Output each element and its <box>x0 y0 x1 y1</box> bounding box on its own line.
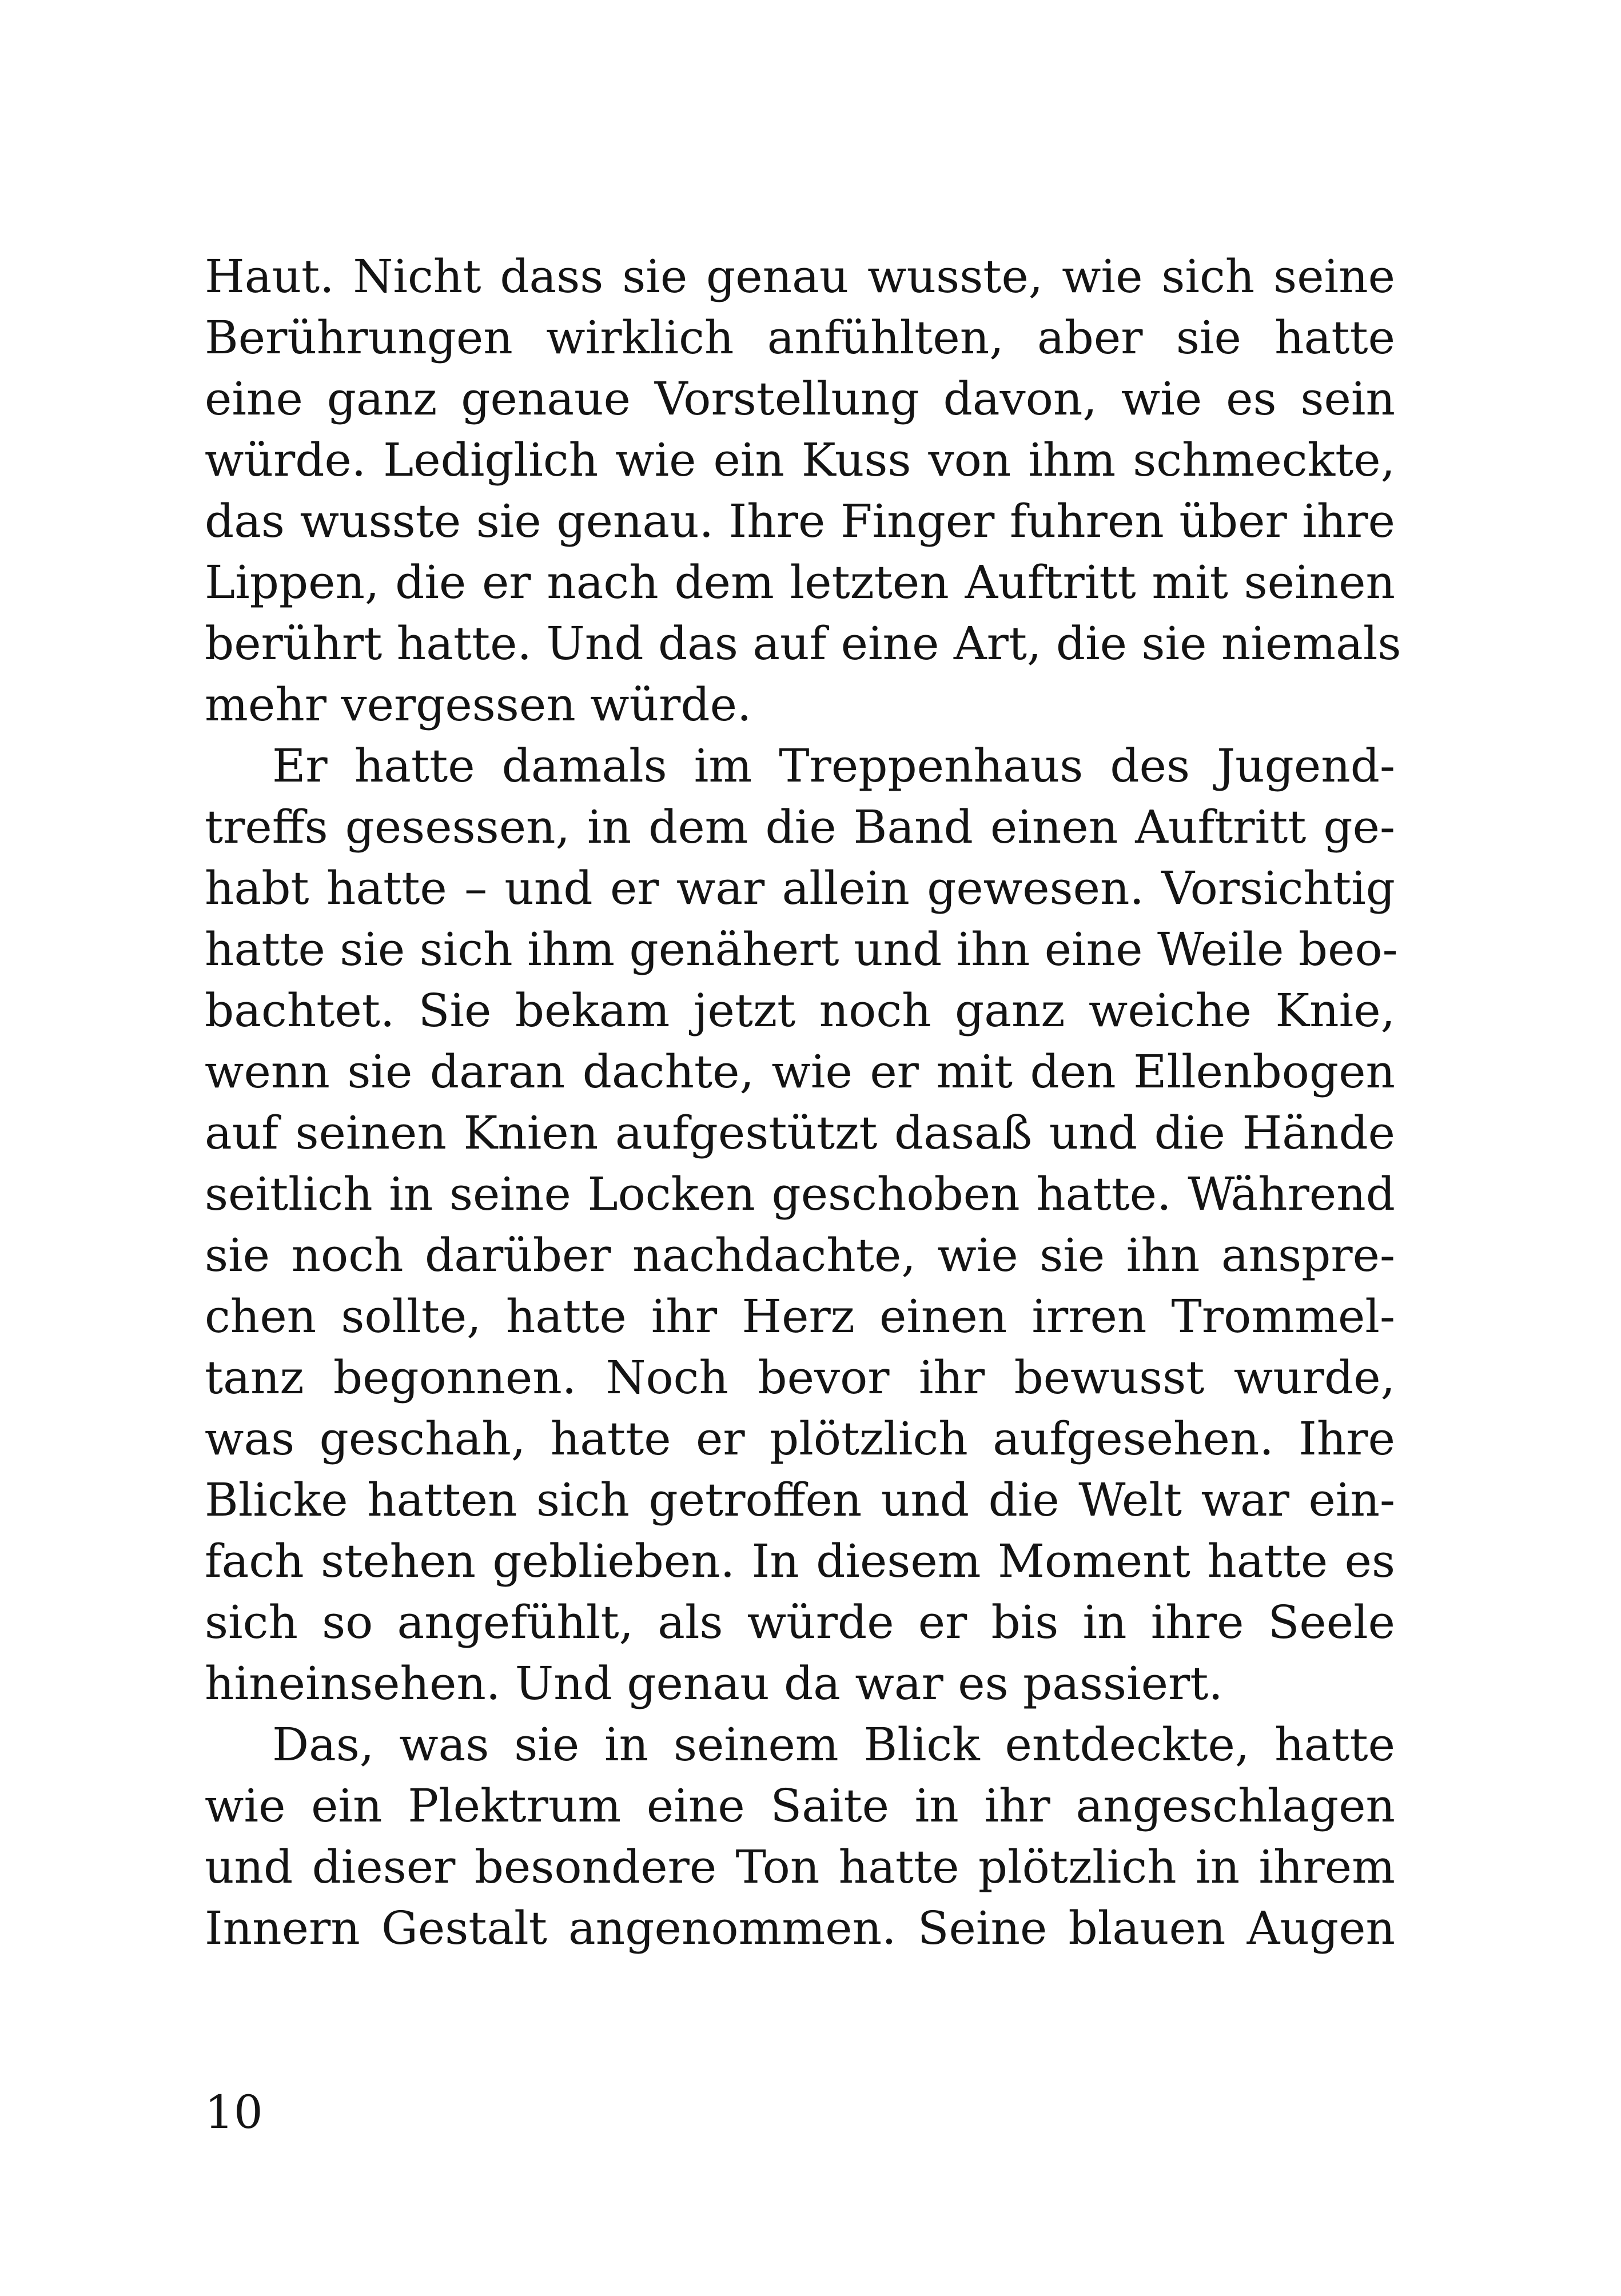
text-line: was geschah, hatte er plötzlich aufgesehen. Ihre <box>205 1412 1395 1465</box>
text-line: wie ein Plektrum eine Saite in ihr angeschlagen <box>205 1779 1395 1832</box>
text-line: Berührungen wirklich anfühlten, aber sie hatte <box>205 311 1395 364</box>
text-line: hatte sie sich ihm genähert und ihn eine Weile beo- <box>205 923 1398 976</box>
text-line: Haut. Nicht dass sie genau wusste, wie sich seine <box>205 250 1395 303</box>
text-line: auf seinen Knien aufgestützt dasaß und die Hände <box>205 1106 1395 1159</box>
text-line: tanz begonnen. Noch bevor ihr bewusst wurde, <box>205 1351 1395 1404</box>
text-line: sie noch darüber nachdachte, wie sie ihn anspre- <box>205 1229 1395 1282</box>
text-line: treffs gesessen, in dem die Band einen Auftritt ge- <box>205 800 1395 854</box>
text-line: Blicke hatten sich getroffen und die Welt war ein- <box>205 1473 1395 1526</box>
text-line: fach stehen geblieben. In diesem Moment hatte es <box>205 1534 1395 1588</box>
text-line: Das, was sie in seinem Blick entdeckte, hatte <box>272 1718 1395 1771</box>
text-line: würde. Lediglich wie ein Kuss von ihm schmeckte, <box>205 433 1395 487</box>
paragraph-1 <box>205 246 1401 735</box>
text-line: eine ganz genaue Vorstellung davon, wie es sein <box>205 372 1395 425</box>
text-line: berührt hatte. Und das auf eine Art, die sie niemals <box>205 617 1401 670</box>
page-number: 10 <box>205 2086 263 2139</box>
text-line: mehr vergessen würde. <box>205 678 752 731</box>
text-line: das wusste sie genau. Ihre Finger fuhren über ihre <box>205 495 1395 548</box>
text-line: bachtet. Sie bekam jetzt noch ganz weiche Knie, <box>205 984 1395 1037</box>
text-line: sich so angefühlt, als würde er bis in ihre Seele <box>205 1596 1395 1649</box>
text-line: Er hatte damals im Treppenhaus des Jugend- <box>272 739 1395 792</box>
text-line: und dieser besondere Ton hatte plötzlich in ihrem <box>205 1840 1395 1894</box>
body-text <box>205 246 1401 1959</box>
text-line: seitlich in seine Locken geschoben hatte. Während <box>205 1167 1395 1221</box>
text-line: chen sollte, hatte ihr Herz einen irren Trommel- <box>205 1290 1395 1343</box>
paragraph-2 <box>205 735 1398 1714</box>
text-line: Innern Gestalt angenommen. Seine blauen Augen <box>205 1902 1395 1955</box>
text-line: habt hatte – und er war allein gewesen. Vorsichtig <box>205 862 1395 915</box>
text-line: wenn sie daran dachte, wie er mit den Ellenbogen <box>205 1045 1395 1098</box>
text-line: Lippen, die er nach dem letzten Auftritt mit seinen <box>205 556 1395 609</box>
paragraph-3 <box>205 1714 1395 1959</box>
text-line: hineinsehen. Und genau da war es passiert. <box>205 1657 1223 1710</box>
